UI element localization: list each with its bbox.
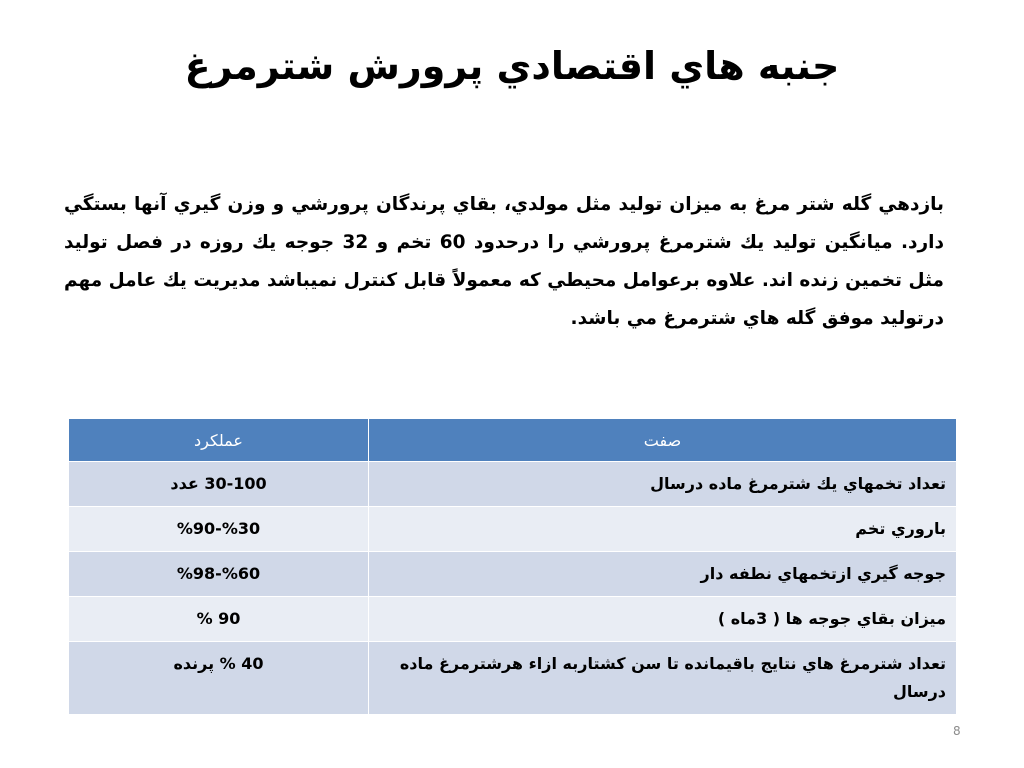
- table-row: [69, 507, 957, 552]
- header-value: عملكرد: [69, 419, 369, 462]
- table-row: [69, 462, 957, 507]
- row-attribute: ميزان بقاي جوجه ها ( 3ماه ): [369, 597, 957, 642]
- row-value: 90 %: [69, 597, 369, 642]
- row-attribute: باروري تخم: [369, 507, 957, 552]
- row-value: 30-100 عدد: [69, 462, 369, 507]
- row-attribute: جوجه گيري ازتخمهاي نطفه دار: [369, 552, 957, 597]
- row-attribute: تعداد شترمرغ هاي نتايج باقيمانده تا سن كشتاربه ازاء هرشترمرغ ماده درسال: [369, 642, 957, 715]
- row-value: %60-%98: [69, 552, 369, 597]
- page-number: 8: [953, 724, 961, 738]
- table-container: [68, 418, 956, 715]
- row-attribute: تعداد تخمهاي يك شترمرغ ماده درسال: [369, 462, 957, 507]
- header-attribute: صفت: [369, 419, 957, 462]
- performance-table: [68, 418, 957, 715]
- table-row: [69, 597, 957, 642]
- table-row: [69, 552, 957, 597]
- table-header-row: [69, 419, 957, 462]
- row-value: %30-%90: [69, 507, 369, 552]
- row-value: 40 % پرنده: [69, 642, 369, 715]
- table-row: [69, 642, 957, 715]
- body-paragraph: بازدهي گله شتر مرغ به ميزان توليد مثل مولدي، بقاي پرندگان پرورشي و وزن گيري آنها بستگي دارد. ميانگين توليد يك شترمرغ پرورشي را درحدود 60 تخم و 32 جوجه يك روزه در فصل توليد مثل تخمين زنده اند. علاوه برعوامل محيطي كه معمولاً قابل كنترل نميباشد مديريت يك عامل مهم درتوليد موفق گله هاي شترمرغ مي باشد.: [64, 194, 944, 329]
- slide-title: جنبه هاي اقتصادي پرورش شترمرغ: [184, 44, 840, 88]
